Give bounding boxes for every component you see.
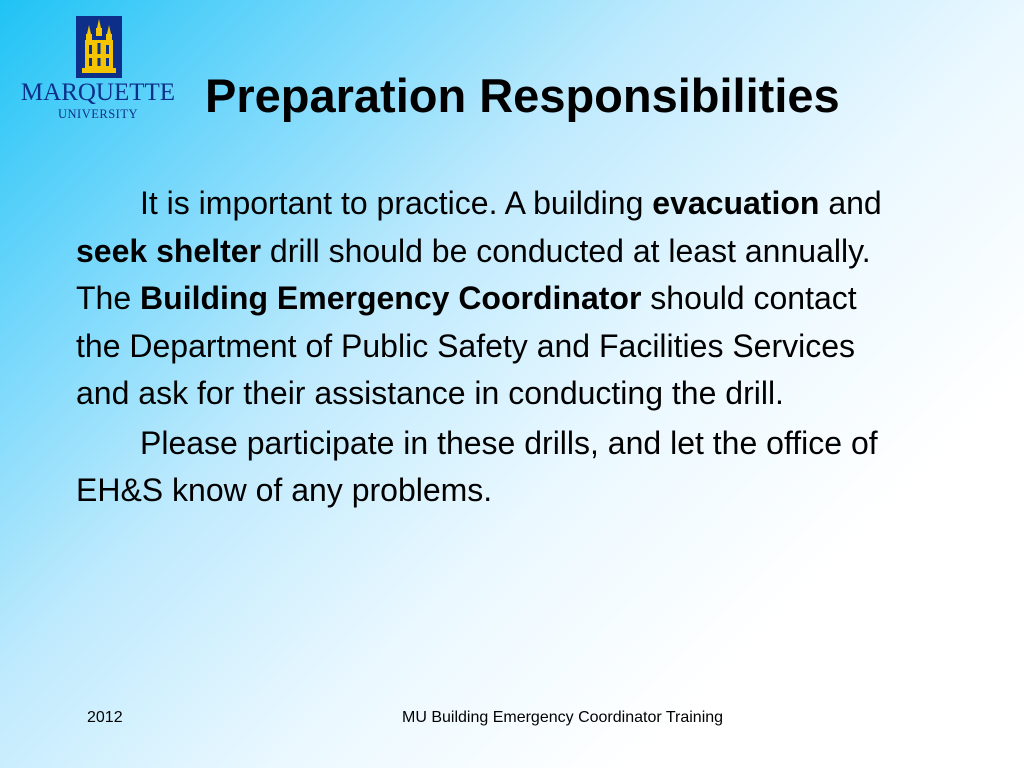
bold-evacuation: evacuation — [652, 185, 820, 221]
paragraph-text: and — [819, 185, 882, 221]
logo-name: MARQUETTE — [20, 79, 176, 106]
bold-seek-shelter: seek shelter — [76, 232, 262, 269]
university-logo — [14, 16, 182, 126]
slide-title: Preparation Responsibilities — [205, 69, 840, 122]
footer-text: MU Building Emergency Coordinator Training — [402, 709, 724, 726]
bold-building-emergency-coordinator: Building Emergency Coordinator — [140, 280, 642, 316]
footer-date: 2012 — [87, 709, 123, 726]
paragraph-practice-drills — [76, 180, 906, 418]
paragraph-text: It is important to practice. A building — [140, 185, 653, 221]
logo-subtitle: UNIVERSITY — [58, 107, 138, 121]
slide-body — [76, 180, 906, 517]
paragraph-text: drill should be conducted at least annually. The — [76, 232, 871, 316]
paragraph-text: should contact the Department of Public Safety and Facilities Services and ask for their assistance in conducting the drill. — [76, 280, 857, 411]
marquette-tower-icon — [76, 16, 122, 78]
paragraph-participate: Please participate in these drills, and let the office of EH&S know of any problems. — [76, 424, 878, 508]
